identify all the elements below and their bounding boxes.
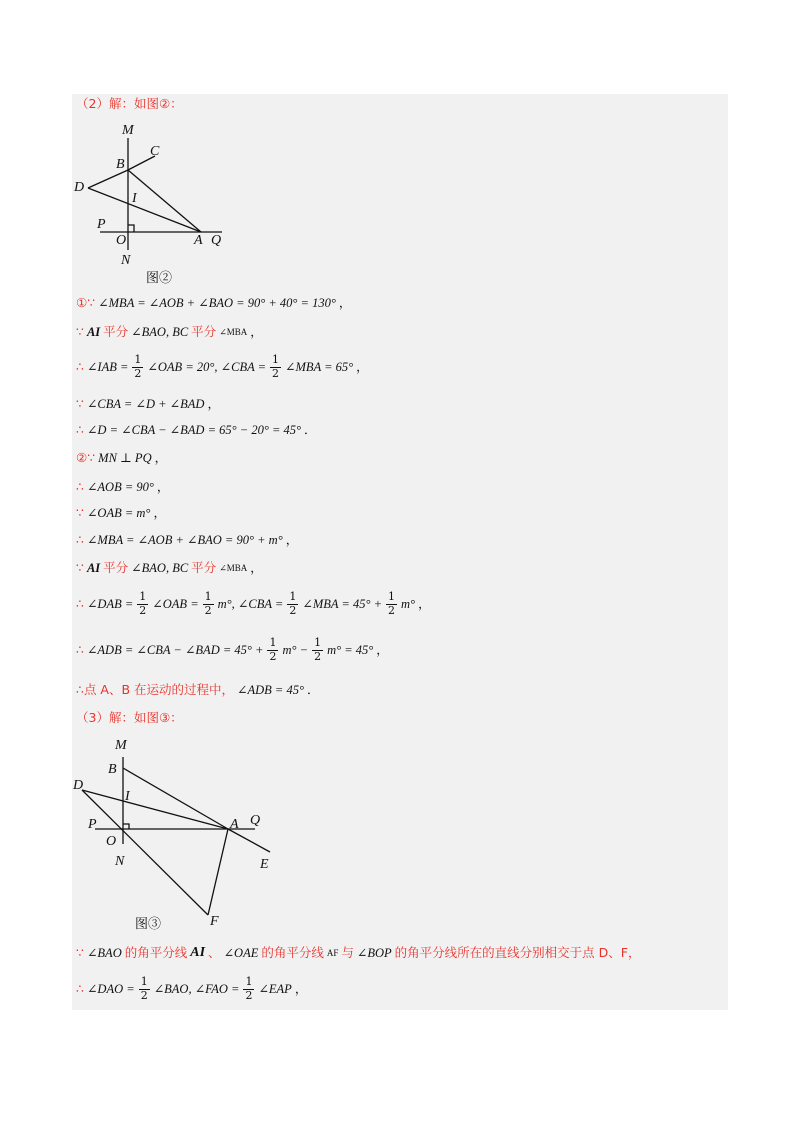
line-8: ∵ ∠OAB = m° ， (76, 505, 166, 520)
fig3-label-Q: Q (250, 813, 261, 828)
fig3-label-E: E (260, 857, 269, 872)
line-9: ∴ ∠MBA = ∠AOB + ∠BAO = 90° + m° ， (76, 532, 299, 547)
fig3-label-D: D (73, 778, 84, 793)
part3-heading: （3）解：如图③： (76, 710, 183, 725)
fig2-caption: 图② (146, 270, 173, 285)
fig2-label-A: A (194, 233, 203, 248)
fig3-label-P: P (88, 817, 97, 832)
fig3-label-O: O (106, 834, 117, 849)
fig2-label-C: C (150, 144, 160, 159)
fig2-label-I: I (132, 191, 137, 206)
line-1: ①∵ ∠MBA = ∠AOB + ∠BAO = 90° + 40° = 130° ， (76, 295, 352, 310)
fig2-label-D: D (74, 180, 85, 195)
fig3-label-I: I (125, 789, 130, 804)
line-15: ∴ ∠DAO = $\frac{1}{2}$ ∠BAO, ∠FAO = $\frac{1}{2}$ ∠EAP ， (76, 975, 308, 1002)
line-10: ∵ AI 平分 ∠BAO, BC 平分 ∠MBA ， (76, 560, 263, 575)
fig2-label-P: P (97, 217, 106, 232)
line-4: ∵ ∠CBA = ∠D + ∠BAD ， (76, 396, 220, 411)
fig3-label-N: N (115, 854, 125, 869)
line-2: ∵ AI 平分 ∠BAO, BC 平分 ∠MBA ， (76, 324, 263, 339)
line-13: ∴点 A、B 在运动的过程中， ∠ADB = 45° ． (76, 682, 320, 697)
line-5: ∴ ∠D = ∠CBA − ∠BAD = 65° − 20° = 45° ． (76, 422, 317, 437)
fig2-label-Q: Q (211, 233, 222, 248)
fig3-label-A: A (230, 817, 239, 832)
line-3: ∴ ∠IAB = $\frac{1}{2}$ ∠OAB = 20°, ∠CBA = $\frac{1}{2}$ ∠MBA = 65° ， (76, 353, 369, 380)
part2-heading: （2）解：如图②： (76, 96, 183, 111)
line-14: ∵ ∠BAO 的角平分线 AI 、 ∠OAE 的角平分线 AF 与 ∠BOP 的角平分线所在的直线分别相交于点 D、F， (76, 944, 641, 960)
fig2-label-M: M (122, 123, 134, 138)
fig3-label-F: F (210, 914, 219, 929)
line-6: ②∵ MN ⊥ PQ ， (76, 450, 168, 465)
fig2-label-B: B (116, 157, 125, 172)
fig2-label-N: N (121, 253, 131, 268)
fig2-label-O: O (116, 233, 127, 248)
figure-3 (70, 732, 290, 940)
line-7: ∴ ∠AOB = 90° ， (76, 479, 170, 494)
line-12: ∴ ∠ADB = ∠CBA − ∠BAD = 45° + $\frac{1}{2}$ m° − $\frac{1}{2}$ m° = 45° ， (76, 636, 389, 663)
line-11: ∴ ∠DAB = $\frac{1}{2}$ ∠OAB = $\frac{1}{2}$ m°, ∠CBA = $\frac{1}{2}$ ∠MBA = 45° + $\frac{1}{2}$ m° ， (76, 590, 431, 617)
fig3-label-B: B (108, 762, 117, 777)
fig3-caption: 图③ (135, 916, 162, 931)
fig3-label-M: M (115, 738, 127, 753)
figure-2 (70, 118, 250, 290)
